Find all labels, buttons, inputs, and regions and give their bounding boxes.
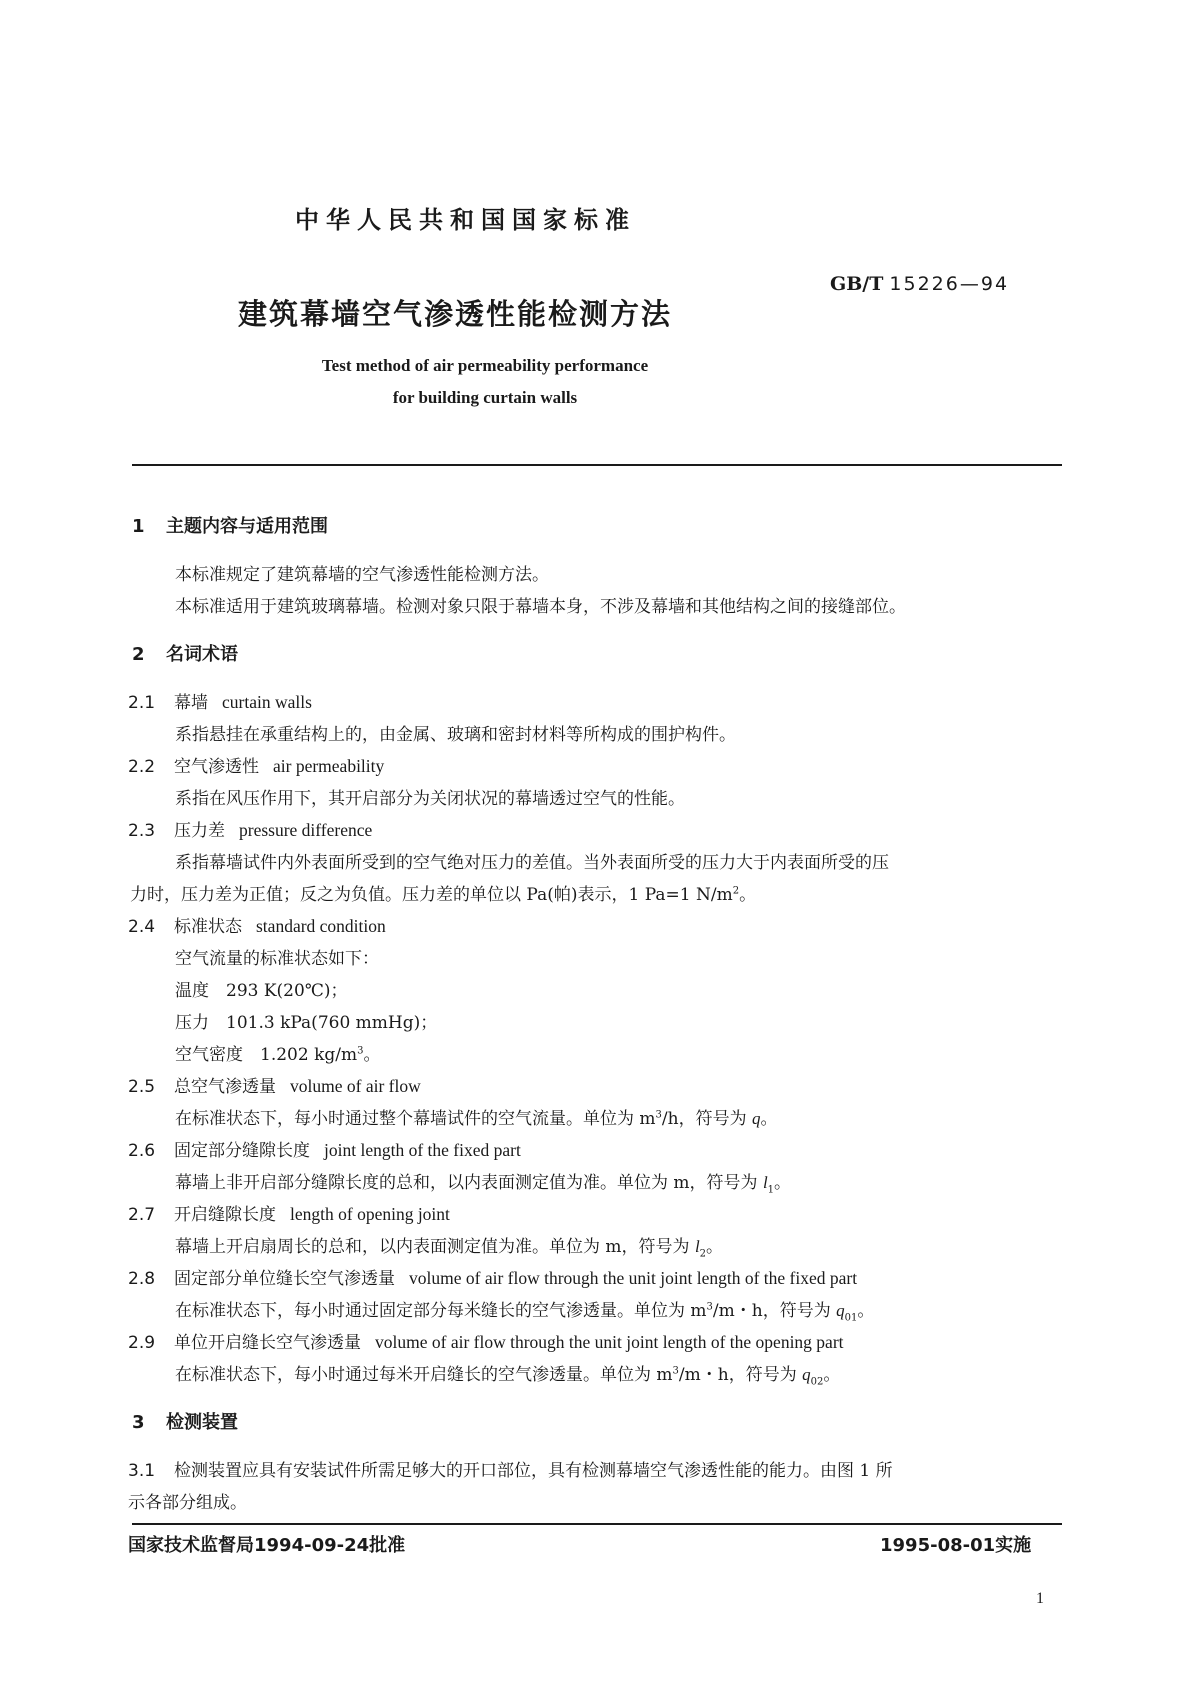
term-2-5-definition	[175, 1104, 778, 1129]
header-rule	[132, 464, 1062, 466]
term-2-9-def-text: 在标准状态下，每小时通过每米开启缝长的空气渗透量。单位为 m	[175, 1365, 673, 1385]
term-2-8-symbol: q	[836, 1301, 845, 1320]
national-standard-heading: 中华人民共和国国家标准	[295, 205, 636, 234]
term-2-8-en: volume of air flow through the unit joint length of the fixed part	[409, 1268, 858, 1288]
section-2-number: 2	[132, 644, 145, 665]
term-2-7-symbol: l	[694, 1237, 700, 1256]
term-2-9-symbol-sub: 02	[810, 1376, 824, 1388]
clause-3-1-text: 检测装置应具有安装试件所需足够大的开口部位，具有检测幕墙空气渗透性能的能力。由图 1 所	[174, 1461, 893, 1481]
term-2-9-cn: 单位开启缝长空气渗透量	[174, 1333, 361, 1353]
term-2-2	[128, 752, 384, 777]
term-2-2-cn: 空气渗透性	[174, 757, 259, 777]
term-2-8-def-mid: /m・h，符号为	[712, 1301, 837, 1321]
term-2-7-en: length of opening joint	[290, 1204, 450, 1224]
term-2-5-def-text: 在标准状态下，每小时通过整个幕墙试件的空气流量。单位为 m	[175, 1109, 656, 1129]
document-title-en-line2: for building curtain walls	[392, 388, 578, 407]
term-2-1	[128, 688, 312, 713]
term-2-8-cn: 固定部分单位缝长空气渗透量	[174, 1269, 395, 1289]
term-2-6-def-text: 幕墙上非开启部分缝隙长度的总和，以内表面测定值为准。单位为 m，符号为	[175, 1173, 763, 1193]
term-2-6-en: joint length of the fixed part	[324, 1140, 521, 1160]
term-2-9-number: 2.9	[128, 1333, 156, 1353]
term-2-2-number: 2.2	[128, 757, 156, 777]
term-2-8-def-sup: 3	[706, 1301, 713, 1313]
clause-3-1-number: 3.1	[128, 1461, 156, 1481]
term-2-4-pressure: 压力 101.3 kPa(760 mmHg)；	[175, 1013, 438, 1033]
term-2-5-def-end: 。	[760, 1109, 778, 1129]
footer-rule	[132, 1523, 1062, 1525]
term-2-3-en: pressure difference	[239, 820, 373, 840]
term-2-8-symbol-sub: 01	[844, 1312, 858, 1324]
term-2-6-number: 2.6	[128, 1141, 156, 1161]
term-2-5-symbol: q	[752, 1109, 761, 1128]
term-2-4-number: 2.4	[128, 917, 156, 937]
term-2-8-number: 2.8	[128, 1269, 156, 1289]
section-3-title: 检测装置	[166, 1412, 238, 1433]
term-2-5-def-mid: /h，符号为	[661, 1109, 752, 1129]
term-2-9-def-sup: 3	[672, 1365, 679, 1377]
term-2-8-def-end: 。	[857, 1301, 875, 1321]
section-1-title: 主题内容与适用范围	[166, 516, 328, 537]
term-2-5-en: volume of air flow	[290, 1076, 421, 1096]
term-2-8-def-text: 在标准状态下，每小时通过固定部分每米缝长的空气渗透量。单位为 m	[175, 1301, 707, 1321]
term-2-4-density-sup: 3	[357, 1045, 364, 1057]
term-2-3-cn: 压力差	[174, 821, 225, 841]
term-2-3-def2-end: 。	[739, 885, 757, 905]
term-2-4-density-end: 。	[363, 1045, 381, 1065]
term-2-7-cn: 开启缝隙长度	[174, 1205, 276, 1225]
term-2-2-definition: 系指在风压作用下，其开启部分为关闭状况的幕墙透过空气的性能。	[175, 789, 685, 809]
term-2-4-density-text: 空气密度 1.202 kg/m	[175, 1045, 358, 1065]
section-2-title: 名词术语	[166, 644, 238, 665]
term-2-1-en: curtain walls	[222, 692, 312, 712]
term-2-7-number: 2.7	[128, 1205, 156, 1225]
term-2-4-cn: 标准状态	[174, 917, 242, 937]
approval-date: 国家技术监督局1994-09-24批准	[128, 1535, 406, 1556]
term-2-3	[128, 816, 372, 841]
term-2-7-def-text: 幕墙上开启扇周长的总和，以内表面测定值为准。单位为 m，符号为	[175, 1237, 695, 1257]
section-2-heading	[132, 640, 238, 666]
term-2-6-symbol: l	[762, 1173, 768, 1192]
standard-code-number: 15226—94	[889, 273, 1010, 295]
implementation-date: 1995-08-01实施	[880, 1535, 1032, 1556]
section-1-paragraph-1: 本标准规定了建筑幕墙的空气渗透性能检测方法。	[175, 565, 549, 585]
term-2-4	[128, 912, 386, 937]
term-2-7-definition	[175, 1232, 723, 1259]
term-2-4-temperature: 温度 293 K(20℃)；	[175, 981, 348, 1001]
document-title-cn: 建筑幕墙空气渗透性能检测方法	[238, 297, 673, 331]
term-2-2-en: air permeability	[273, 756, 385, 776]
term-2-8	[128, 1264, 857, 1289]
term-2-9-def-mid: /m・h，符号为	[678, 1365, 803, 1385]
term-2-4-intro: 空气流量的标准状态如下：	[175, 949, 379, 969]
term-2-9-def-end: 。	[823, 1365, 841, 1385]
term-2-5-def-sup: 3	[655, 1109, 662, 1121]
term-2-7	[128, 1200, 450, 1225]
term-2-5	[128, 1072, 421, 1097]
term-2-3-definition-line2	[130, 880, 756, 905]
section-1-heading	[132, 512, 328, 538]
term-2-7-symbol-sub: 2	[699, 1248, 707, 1260]
term-2-6	[128, 1136, 521, 1161]
document-title-en-line1: Test method of air permeability performance	[321, 356, 649, 375]
term-2-7-def-end: 。	[706, 1237, 724, 1257]
standard-code-prefix: GB/T	[830, 273, 884, 295]
term-2-3-def2-sup: 2	[732, 885, 740, 897]
term-2-9-definition	[175, 1360, 840, 1387]
term-2-5-number: 2.5	[128, 1077, 156, 1097]
section-3-heading	[132, 1408, 238, 1434]
term-2-9-symbol: q	[802, 1365, 811, 1384]
term-2-3-def2-text: 力时，压力差为正值；反之为负值。压力差的单位以 Pa(帕)表示，1 Pa=1 N/m	[130, 885, 733, 905]
term-2-6-cn: 固定部分缝隙长度	[174, 1141, 310, 1161]
section-3-number: 3	[132, 1412, 145, 1433]
term-2-1-cn: 幕墙	[174, 693, 208, 713]
term-2-8-definition	[175, 1296, 874, 1323]
term-2-4-en: standard condition	[256, 916, 386, 936]
term-2-3-definition-line1: 系指幕墙试件内外表面所受到的空气绝对压力的差值。当外表面所受的压力大于内表面所受的压	[175, 853, 889, 873]
term-2-3-number: 2.3	[128, 821, 156, 841]
term-2-9-en: volume of air flow through the unit joint length of the opening part	[375, 1332, 844, 1352]
clause-3-1	[128, 1456, 893, 1481]
standard-code	[830, 273, 1009, 295]
term-2-6-symbol-sub: 1	[767, 1184, 775, 1196]
term-2-1-number: 2.1	[128, 693, 156, 713]
term-2-6-definition	[175, 1168, 791, 1195]
clause-3-1-text-line2: 示各部分组成。	[128, 1493, 247, 1513]
term-2-1-definition: 系指悬挂在承重结构上的，由金属、玻璃和密封材料等所构成的围护构件。	[175, 725, 736, 745]
section-1-paragraph-2: 本标准适用于建筑玻璃幕墙。检测对象只限于幕墙本身，不涉及幕墙和其他结构之间的接缝部位。	[175, 597, 906, 617]
section-1-number: 1	[132, 516, 145, 537]
term-2-9	[128, 1328, 844, 1353]
term-2-4-density	[175, 1040, 380, 1065]
term-2-6-def-end: 。	[774, 1173, 792, 1193]
term-2-5-cn: 总空气渗透量	[174, 1077, 276, 1097]
page-number: 1	[1036, 1590, 1044, 1607]
